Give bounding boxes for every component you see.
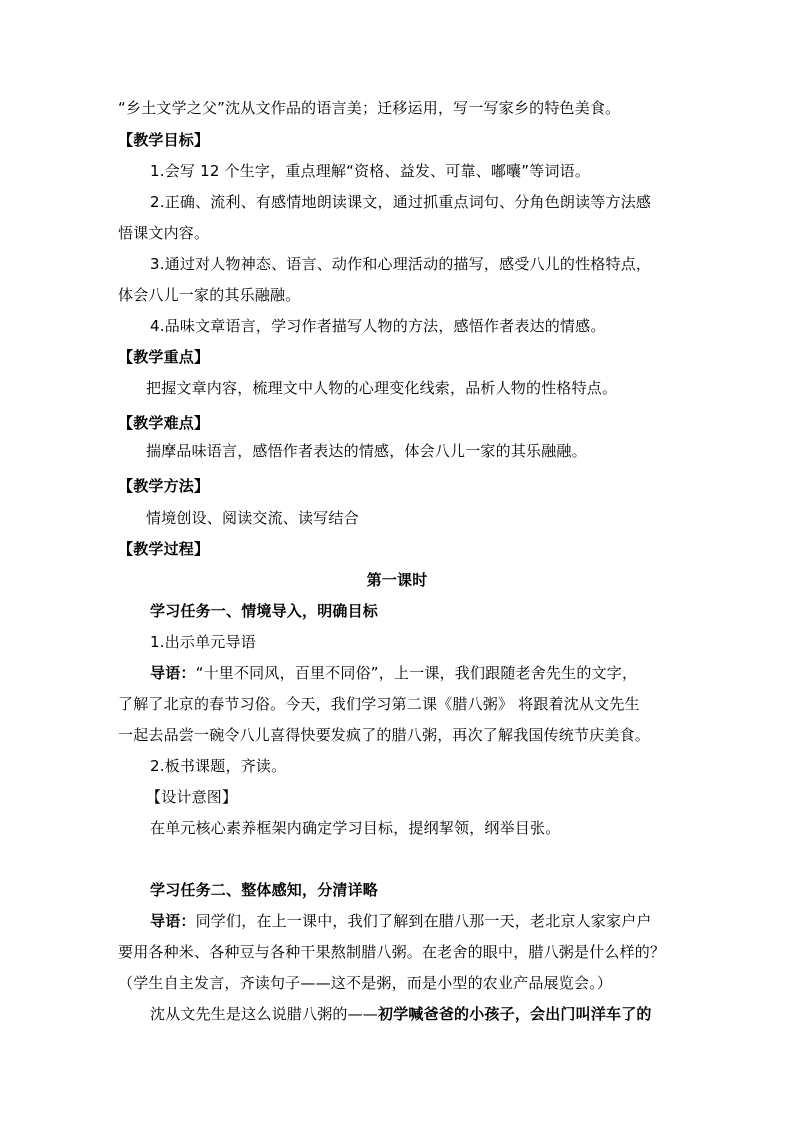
task-2-intro-line-2: 要用各种米、各种豆与各种干果熬制腊八粥。在老舍的眼中，腊八粥是什么样的？	[118, 943, 666, 961]
task-1-step-2: 2.板书课题，齐读。	[150, 757, 287, 775]
task-1-step-1: 1.出示单元导语	[150, 633, 256, 651]
heading-teaching-goals: 【教学目标】	[118, 131, 210, 149]
intro-label-2: 导语：	[150, 912, 196, 930]
heading-key-points: 【教学重点】	[118, 348, 210, 366]
difficulties-text: 揣摩品味语言，感悟作者表达的情感，体会八儿一家的其乐融融。	[146, 442, 587, 460]
task-2-intro-line-4	[150, 1003, 652, 1025]
goal-3-line-2: 体会八儿一家的其乐融融。	[118, 286, 301, 304]
heading-difficulties: 【教学难点】	[118, 414, 210, 432]
goal-4: 4.品味文章语言，学习作者描写人物的方法，感悟作者表达的情感。	[150, 317, 606, 335]
task-2-intro-line-1	[150, 910, 652, 932]
heading-process: 【教学过程】	[118, 540, 210, 558]
design-intent-label: 【设计意图】	[146, 788, 238, 806]
intro-text-1: “十里不同风，百里不同俗”，上一课，我们跟随老舍先生的文字，	[195, 664, 638, 682]
heading-methods: 【教学方法】	[118, 477, 210, 495]
task-2-text-1: 同学们，在上一课中，我们了解到在腊八那一天，老北京人家家户户	[195, 912, 652, 930]
paragraph-intro-continued: “乡土文学之父”沈从文作品的语言美；迁移运用，写一写家乡的特色美食。	[118, 99, 621, 117]
lesson-title: 第一课时	[366, 571, 428, 589]
task-2-text-4: 沈从文先生是这么说腊八粥的——	[150, 1005, 379, 1023]
goal-3-line-1: 3.通过对人物神态、语言、动作和心理活动的描写，感受八儿的性格特点，	[150, 255, 652, 273]
goal-1: 1.会写 12 个生字，重点理解“资格、益发、可靠、嘟囔”等词语。	[150, 162, 591, 180]
task-2-heading: 学习任务二、整体感知，分清详略	[150, 881, 379, 899]
task-2-text-4-bold: 初学喊爸爸的小孩子，会出门叫洋车了的	[378, 1005, 652, 1023]
task-1-intro-line-1	[150, 662, 637, 684]
task-2-intro-line-3: （学生自主发言，齐读句子——这不是粥，而是小型的农业产品展览会。）	[118, 974, 613, 992]
task-1-heading: 学习任务一、情境导入，明确目标	[150, 602, 379, 620]
key-points-text: 把握文章内容，梳理文中人物的心理变化线索，品析人物的性格特点。	[146, 379, 618, 397]
goal-2-line-1: 2.正确、流利、有感情地朗读课文，通过抓重点词句、分角色朗读等方法感	[150, 193, 652, 211]
task-1-intro-line-2: 了解了北京的春节习俗。今天，我们学习第二课《腊八粥》 将跟着沈从文先生	[118, 695, 640, 713]
methods-text: 情境创设、阅读交流、读写结合	[146, 509, 359, 527]
design-intent-text: 在单元核心素养框架内确定学习目标，提纲挈领，纲举目张。	[150, 819, 561, 837]
task-1-intro-line-3: 一起去品尝一碗令八儿喜得快要发疯了的腊八粥，再次了解我国传统节庆美食。	[118, 726, 651, 744]
intro-label: 导语：	[150, 664, 196, 682]
goal-2-line-2: 悟课文内容。	[118, 224, 210, 242]
